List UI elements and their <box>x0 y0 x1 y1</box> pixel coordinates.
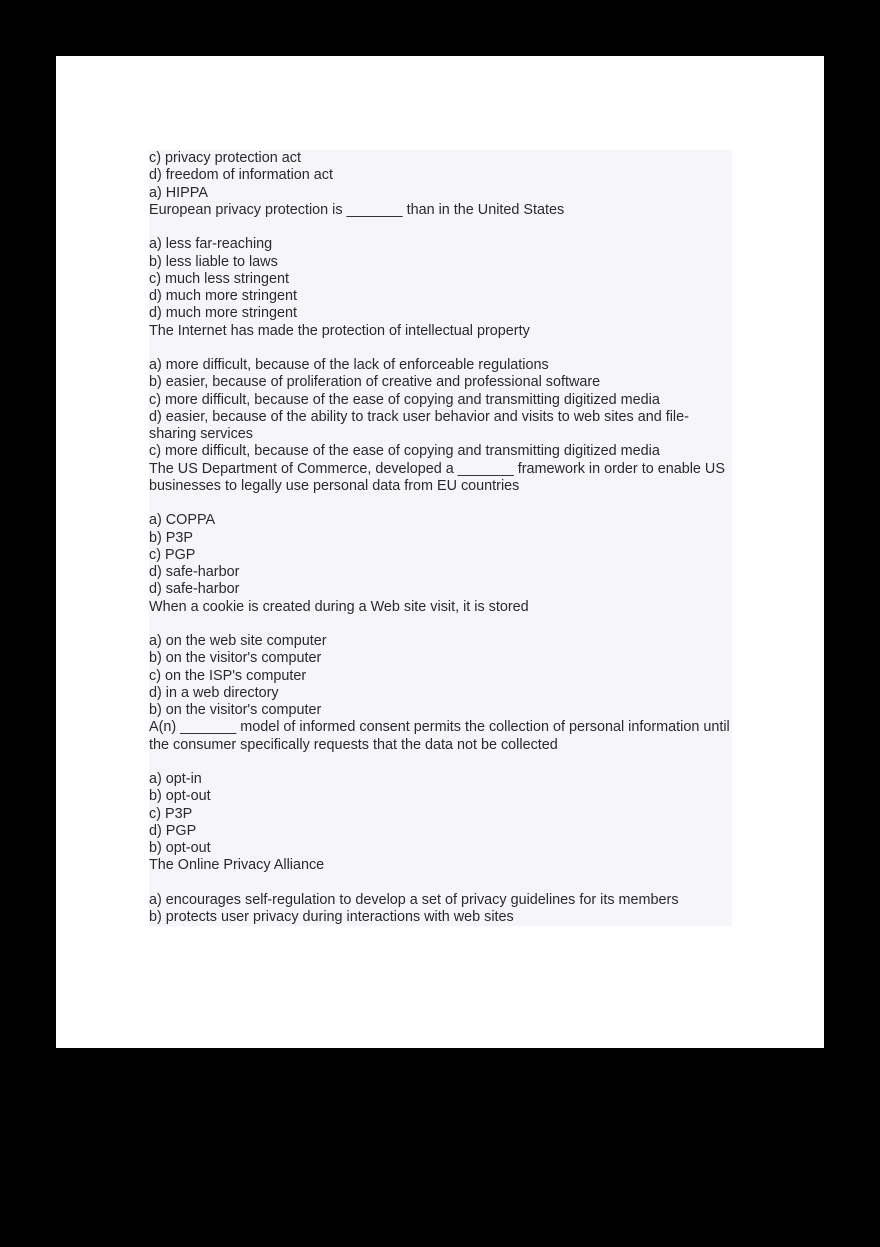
answer-option-line: a) opt-in <box>149 771 202 787</box>
correct-answer-line: d) much more stringent <box>149 305 297 322</box>
correct-answer-line: b) opt-out <box>149 840 211 856</box>
answer-option-line: b) protects user privacy during interactions with web sites <box>149 909 514 925</box>
question-line: European privacy protection is _______ than in the United States <box>149 201 565 218</box>
question-line: A(n) _______ model of informed consent permits the collection of personal information until the consumer specifically requests that the data not be collected <box>149 719 734 753</box>
answer-option-line: d) freedom of information act <box>149 167 333 184</box>
answer-option-line: c) PGP <box>149 546 196 563</box>
answer-option-line: c) much less stringent <box>149 270 289 287</box>
answer-option-line: a) COPPA <box>149 512 216 529</box>
question-line: The US Department of Commerce, developed a _______ framework in order to enable US businesses to legally use personal data from EU countries <box>149 460 729 494</box>
question-line: The Online Privacy Alliance <box>149 857 325 874</box>
correct-answer-line: b) on the visitor's computer <box>149 702 322 718</box>
question-line: The Internet has made the protection of intellectual property <box>149 322 530 339</box>
correct-answer-line: d) safe-harbor <box>149 581 240 598</box>
answer-option-line: b) easier, because of proliferation of creative and professional software <box>149 374 601 391</box>
quiz-text-block <box>149 150 732 926</box>
answer-option-line: b) on the visitor's computer <box>149 650 322 667</box>
blank-line <box>149 495 732 512</box>
blank-line <box>149 754 732 771</box>
question-line: When a cookie is created during a Web site visit, it is stored <box>149 598 529 615</box>
answer-option-line: d) safe-harbor <box>149 564 240 580</box>
answer-option-line: a) encourages self-regulation to develop a set of privacy guidelines for its members <box>149 891 679 908</box>
answer-option-line: a) less far-reaching <box>149 236 273 253</box>
answer-option-line: c) privacy protection act <box>149 150 301 166</box>
answer-option-line: b) P3P <box>149 529 193 546</box>
answer-option-line: a) more difficult, because of the lack of enforceable regulations <box>149 357 549 373</box>
correct-answer-line: a) HIPPA <box>149 184 208 201</box>
blank-line <box>149 340 732 357</box>
answer-option-line: b) opt-out <box>149 788 211 805</box>
correct-answer-line: c) more difficult, because of the ease of copying and transmitting digitized media <box>149 443 660 460</box>
blank-line <box>149 219 732 236</box>
blank-line <box>149 875 732 892</box>
answer-option-line: b) less liable to laws <box>149 253 278 270</box>
answer-option-line: d) in a web directory <box>149 684 279 701</box>
answer-option-line: d) easier, because of the ability to track user behavior and visits to web sites and file-sharing services <box>149 408 689 442</box>
answer-option-line: c) on the ISP's computer <box>149 667 307 684</box>
answer-option-line: d) PGP <box>149 822 197 839</box>
document-page <box>56 56 824 1048</box>
answer-option-line: c) P3P <box>149 805 193 822</box>
answer-option-line: a) on the web site computer <box>149 633 327 649</box>
answer-option-line: d) much more stringent <box>149 288 297 304</box>
answer-option-line: c) more difficult, because of the ease of copying and transmitting digitized media <box>149 391 660 408</box>
blank-line <box>149 616 732 633</box>
